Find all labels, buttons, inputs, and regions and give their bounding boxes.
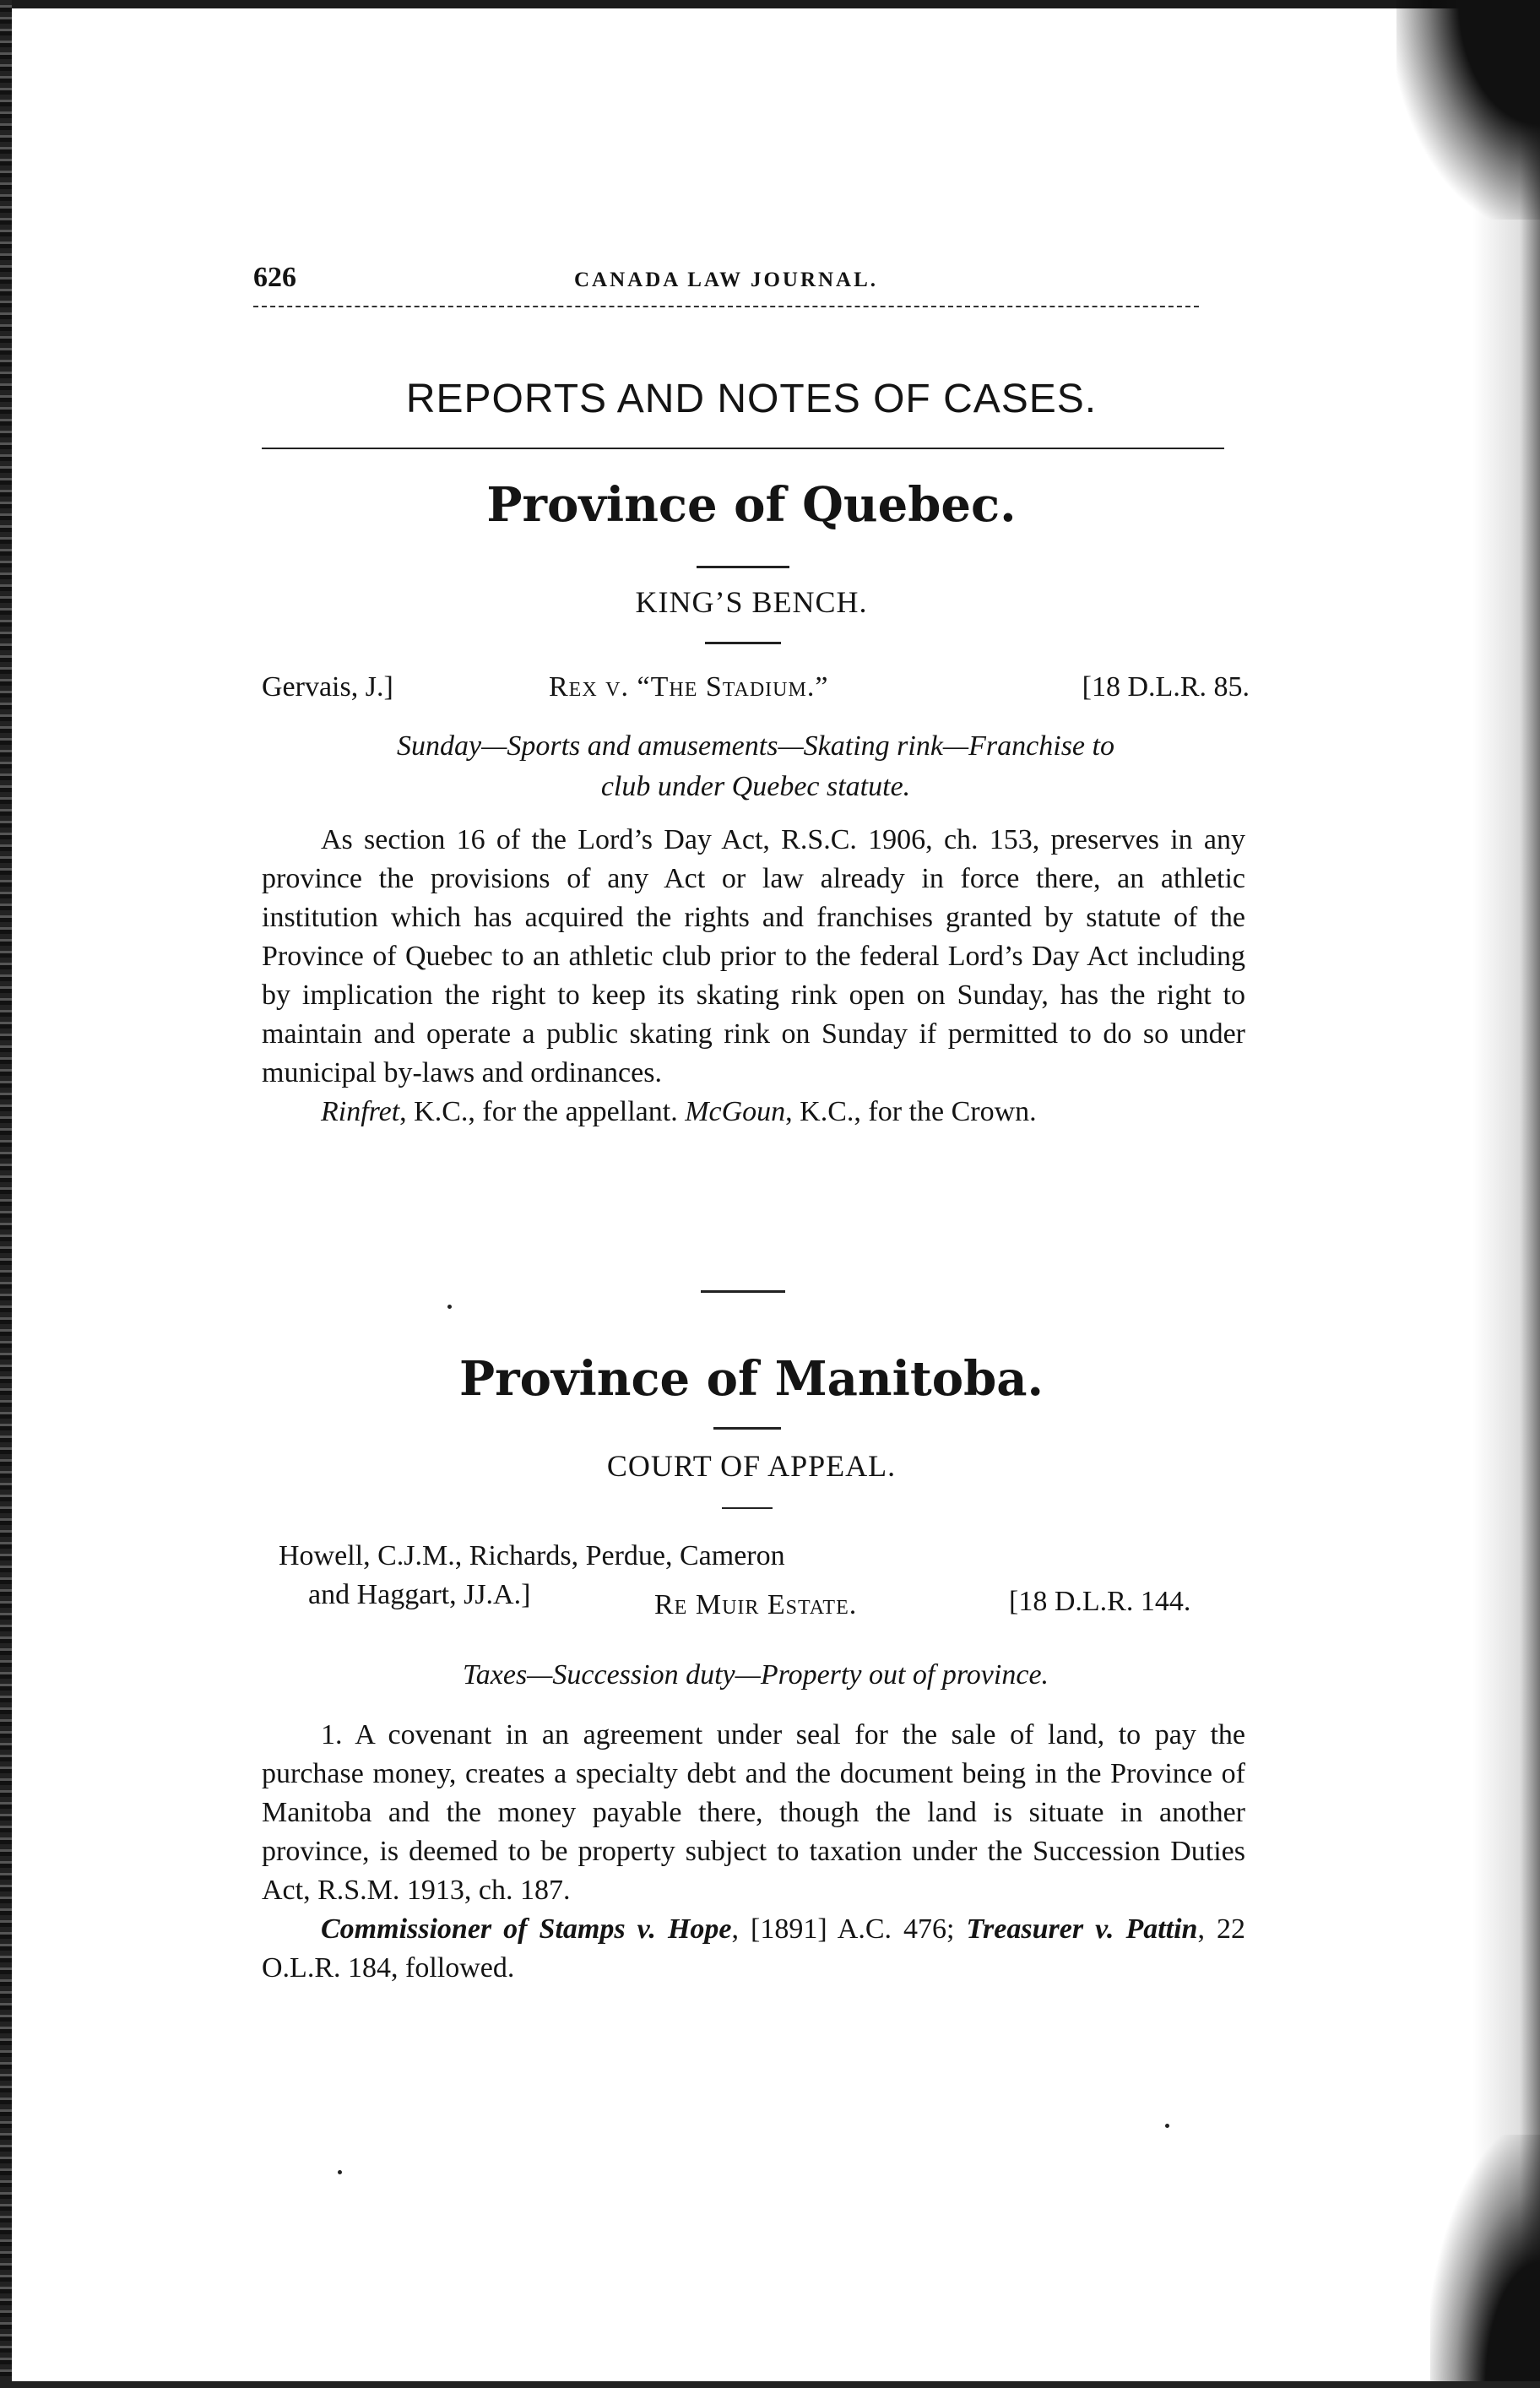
case-name: Re Muir Estate. [654, 1589, 858, 1620]
counsel-name: Rinfret [321, 1096, 400, 1127]
counsel-text: , K.C., for the appellant. [399, 1096, 678, 1127]
paragraph: As section 16 of the Lord’s Day Act, R.S.C. 1906, ch. 153, preserves in any province the provisions of any Act or law already in force there, an athletic institution which has acquired the rights and franchises granted by statute of the Province of Quebec to an athletic club prior to the federal Lord’s Day Act including by implication the right to keep its skating rink open on Sunday, has the right to maintain and operate a public skating rink on Sunday if permitted to do so under municipal by-laws and ordinances. [262, 824, 1245, 1088]
court-name-kings-bench: KING’S BENCH. [635, 585, 868, 619]
speck [1165, 2124, 1169, 2128]
headnote-line: club under Quebec statute. [600, 771, 911, 802]
authority-text: , 22 O.L.R. 184, followed. [262, 1913, 1245, 1984]
body-manitoba [262, 1716, 1245, 1988]
page-number: 626 [253, 262, 296, 293]
short-rule [722, 1507, 773, 1509]
header-rule [253, 306, 1199, 307]
scan-corner-bottom-right [1430, 2135, 1540, 2388]
province-heading-manitoba: Province of Manitoba. [458, 1351, 1044, 1407]
court-name-court-of-appeal: COURT OF APPEAL. [606, 1449, 897, 1483]
section-rule [262, 448, 1224, 449]
headnote-manitoba: Taxes—Succession duty—Property out of province. [462, 1659, 1049, 1691]
authority-name: Commissioner of Stamps v. Hope [321, 1913, 732, 1945]
authorities-line [262, 1910, 1245, 1988]
running-head [253, 262, 1250, 296]
judges-line: and Haggart, JJ.A.] [308, 1579, 531, 1610]
journal-title: CANADA LAW JOURNAL. [574, 269, 879, 291]
authority-name: Treasurer v. Pattin [966, 1913, 1198, 1945]
judge: Gervais, J.] [262, 671, 393, 703]
scan-edge-top [0, 0, 1540, 8]
body-quebec [262, 821, 1245, 1132]
speck [447, 1305, 452, 1309]
case-name: Rex v. “The Stadium.” [549, 671, 829, 703]
counsel-name: McGoun [685, 1096, 786, 1127]
section-title: REPORTS AND NOTES OF CASES. [405, 377, 1098, 421]
scan-edge-left [0, 0, 12, 2388]
province-heading-quebec: Province of Quebec. [486, 477, 1017, 533]
headnote-line: Sunday—Sports and amusements—Skating rink—Franchise to [397, 730, 1114, 762]
counsel-line [262, 1093, 1245, 1132]
citation: [18 D.L.R. 144. [1009, 1586, 1191, 1617]
short-rule [705, 642, 781, 644]
judges-line: Howell, C.J.M., Richards, Perdue, Cameron [279, 1540, 785, 1571]
speck [338, 2170, 342, 2174]
counsel-text: , K.C., for the Crown. [785, 1096, 1037, 1127]
headnote-quebec [262, 726, 1250, 807]
scan-edge-bottom [0, 2381, 1540, 2388]
scan-corner-top-right [1396, 0, 1540, 220]
paragraph: 1. A covenant in an agreement under seal for the sale of land, to pay the purchase money, creates a specialty debt and the document being in the Province of Manitoba and the money payable there, though the land is situate in another province, is deemed to be property subject to taxation under the Succession Duties Act, R.S.M. 1913, ch. 187. [262, 1719, 1245, 1906]
scan-edge-right [1472, 0, 1540, 2388]
short-rule [697, 566, 789, 568]
citation: [18 D.L.R. 85. [1082, 671, 1250, 703]
short-rule [713, 1427, 781, 1430]
short-rule [701, 1290, 785, 1293]
authority-text: , [1891] A.C. 476; [731, 1913, 967, 1945]
case-caption-quebec [262, 671, 1250, 712]
